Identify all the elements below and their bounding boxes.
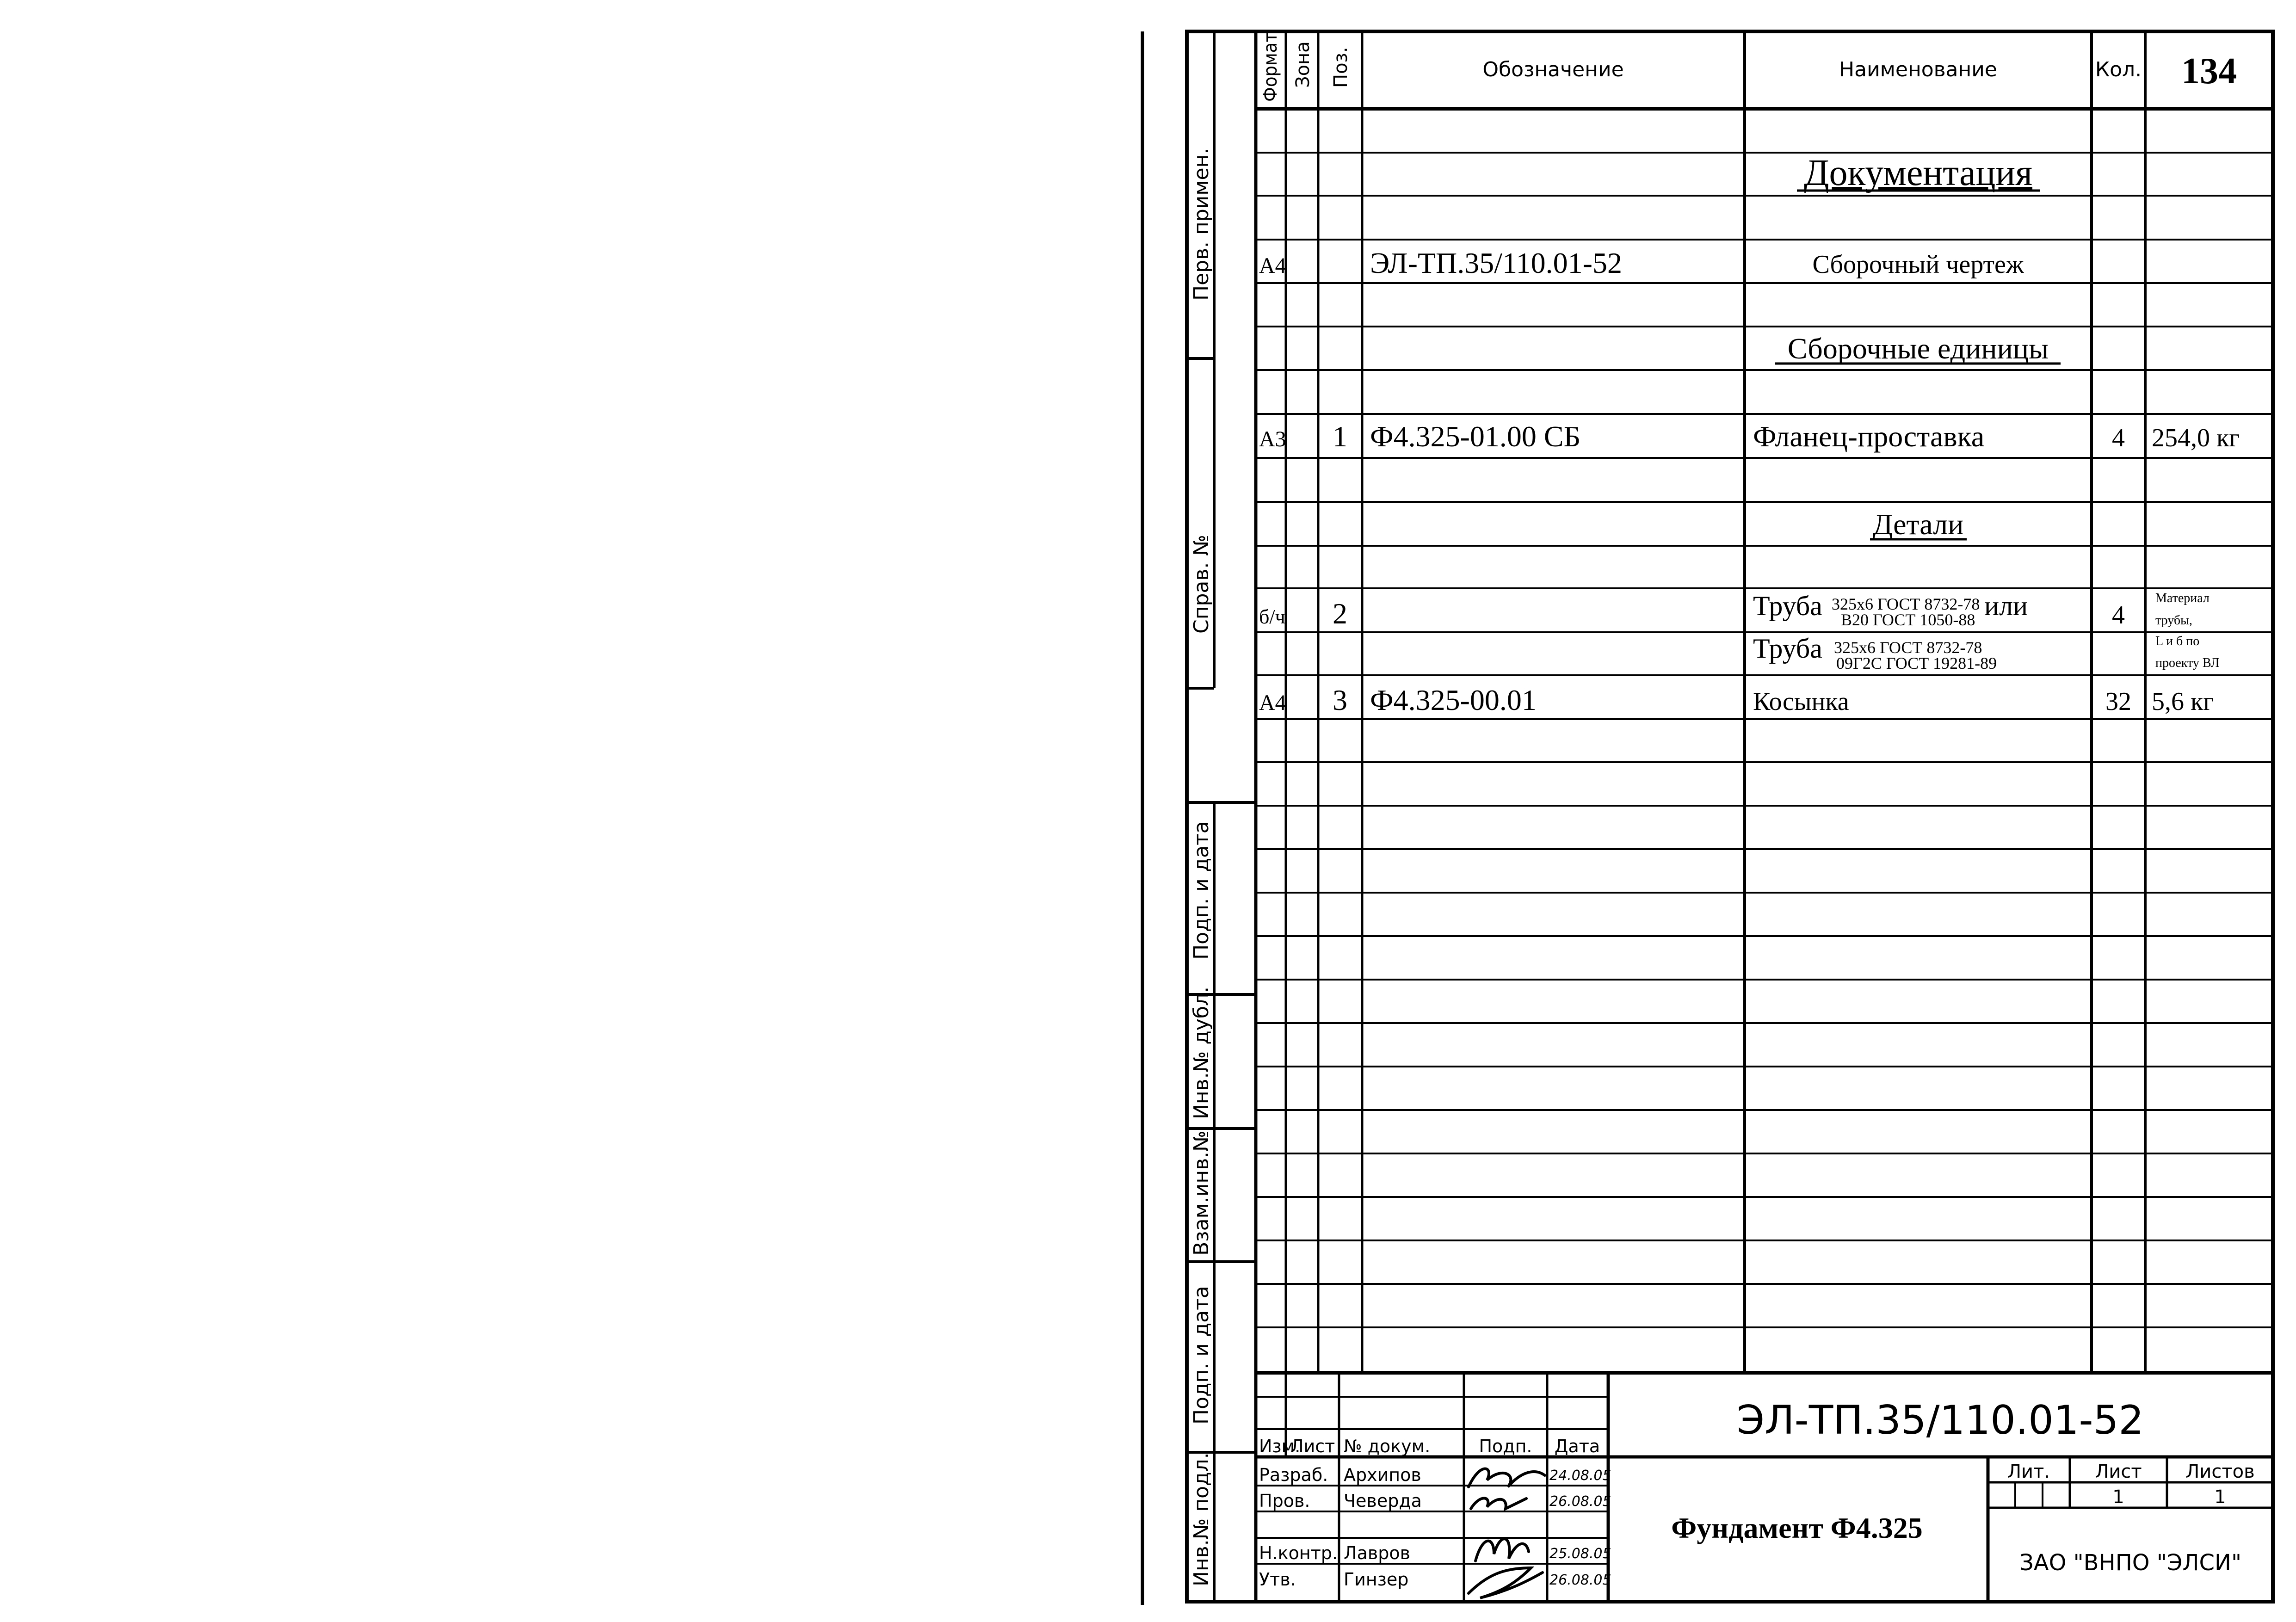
- lit-label: Лит.: [2007, 1461, 2050, 1482]
- sheet-value: 1: [2112, 1486, 2124, 1508]
- name-norm-control: Лавров: [1344, 1543, 1411, 1563]
- row-lines: [1256, 153, 2273, 1327]
- col-list: Лист: [1290, 1436, 1335, 1456]
- row-pipe-qty: 4: [2112, 601, 2125, 629]
- row-pipe-spec-2-bottom: 09Г2С ГОСТ 19281-89: [1836, 654, 1997, 672]
- row-pipe-pos: 2: [1333, 597, 1347, 630]
- section-headings: [1775, 153, 2061, 541]
- name-checker: Чеверда: [1344, 1491, 1422, 1511]
- signature-checker: [1471, 1498, 1526, 1509]
- name-developer: Архипов: [1344, 1465, 1421, 1485]
- sheets-value: 1: [2214, 1486, 2226, 1508]
- header-qty: Кол.: [2095, 58, 2142, 81]
- row-pipe-format: б/ч: [1259, 605, 1285, 628]
- title-name: Фундамент Ф4.325: [1671, 1511, 1923, 1544]
- header-pos: Поз.: [1330, 47, 1352, 88]
- signature-norm-control: [1475, 1539, 1529, 1561]
- row-gusset-qty: 32: [2105, 687, 2131, 716]
- col-izm: Изм.: [1259, 1436, 1301, 1456]
- header-format: Формат: [1260, 26, 1281, 102]
- col-sign: Подп.: [1479, 1436, 1532, 1456]
- name-approved: Гинзер: [1344, 1569, 1409, 1590]
- role-approved: Утв.: [1259, 1569, 1296, 1590]
- title-doc-code: ЭЛ-ТП.35/110.01-52: [1736, 1397, 2144, 1443]
- col-date: Дата: [1554, 1436, 1600, 1456]
- sheet-frame: [1142, 26, 2273, 1605]
- label-dup-inv: Инв.№ дубл.: [1190, 986, 1213, 1119]
- row-gusset-name: Косынка: [1753, 687, 1849, 716]
- header-name: Наименование: [1839, 58, 1997, 81]
- row-pipe-word-2: Труба: [1753, 633, 1822, 664]
- row-pipe-note-4: проекту ВЛ: [2155, 656, 2220, 670]
- sheets-label: Листов: [2185, 1461, 2255, 1482]
- label-sign-date-bottom: Подп. и дата: [1190, 1286, 1213, 1425]
- row-pipe-note-3: L и б по: [2155, 634, 2200, 648]
- row-gusset-format: А4: [1259, 691, 1286, 715]
- row-flange-pos: 1: [1333, 420, 1347, 453]
- section-assembly-units: Сборочные единицы: [1787, 332, 2049, 365]
- side-labels: [1190, 148, 1213, 1586]
- header-zone: Зона: [1292, 41, 1314, 88]
- row-gusset: [1259, 684, 2214, 716]
- label-first-use: Перв. примен.: [1190, 148, 1213, 301]
- sheet-label: Лист: [2095, 1461, 2142, 1482]
- row-pipe-spec-1-bottom: В20 ГОСТ 1050-88: [1841, 611, 1975, 629]
- signature-approved: [1469, 1568, 1543, 1598]
- row-flange-note: 254,0 кг: [2152, 424, 2240, 452]
- row-flange-format: А3: [1259, 427, 1286, 451]
- header-designation: Обозначение: [1482, 58, 1624, 81]
- row-pipe-word-1: Труба: [1753, 591, 1822, 621]
- row-pipe-or: или: [1984, 591, 2028, 621]
- row-pipe-spec-1-top: 325х6 ГОСТ 8732-78: [1832, 595, 1980, 613]
- label-vzam-inv: Взам.инв.№: [1190, 1130, 1213, 1256]
- signatures: [1469, 1469, 1545, 1598]
- signature-developer: [1469, 1469, 1545, 1487]
- row-doc-name: Сборочный чертеж: [1812, 250, 2024, 279]
- row-doc-format: А4: [1259, 253, 1286, 278]
- label-orig-inv: Инв.№ подл.: [1190, 1452, 1213, 1586]
- row-pipe-note-2: трубы,: [2155, 613, 2192, 628]
- role-developer: Разраб.: [1259, 1465, 1328, 1485]
- date-developer: 24.08.05: [1549, 1468, 1611, 1484]
- label-sign-date-top: Подп. и дата: [1190, 821, 1213, 960]
- role-checker: Пров.: [1259, 1491, 1310, 1511]
- row-pipe-note-1: Материал: [2155, 591, 2210, 605]
- title-organization: ЗАО "ВНПО "ЭЛСИ": [2019, 1550, 2242, 1576]
- row-doc-designation: ЭЛ-ТП.35/110.01-52: [1370, 247, 1622, 279]
- row-doc: [1259, 247, 2024, 279]
- date-approved: 26.08.05: [1549, 1572, 1611, 1588]
- role-norm-control: Н.контр.: [1259, 1543, 1338, 1563]
- row-flange-name: Фланец-проставка: [1753, 420, 1985, 453]
- row-gusset-note: 5,6 кг: [2152, 687, 2214, 716]
- date-norm-control: 25.08.05: [1549, 1546, 1611, 1562]
- row-flange-qty: 4: [2112, 424, 2125, 452]
- row-gusset-pos: 3: [1333, 684, 1347, 716]
- section-parts: Детали: [1872, 508, 1964, 541]
- page-number: 134: [2181, 51, 2237, 92]
- section-documentation: Документация: [1803, 153, 2033, 193]
- label-ref-no: Справ. №: [1190, 534, 1213, 634]
- date-checker: 26.08.05: [1549, 1493, 1611, 1510]
- title-block: [1259, 1397, 2255, 1598]
- row-pipe-spec-2-top: 325х6 ГОСТ 8732-78: [1834, 638, 1982, 657]
- row-gusset-designation: Ф4.325-00.01: [1370, 684, 1537, 716]
- col-doc-no: № докум.: [1344, 1436, 1431, 1456]
- row-flange-designation: Ф4.325-01.00 СБ: [1370, 420, 1581, 453]
